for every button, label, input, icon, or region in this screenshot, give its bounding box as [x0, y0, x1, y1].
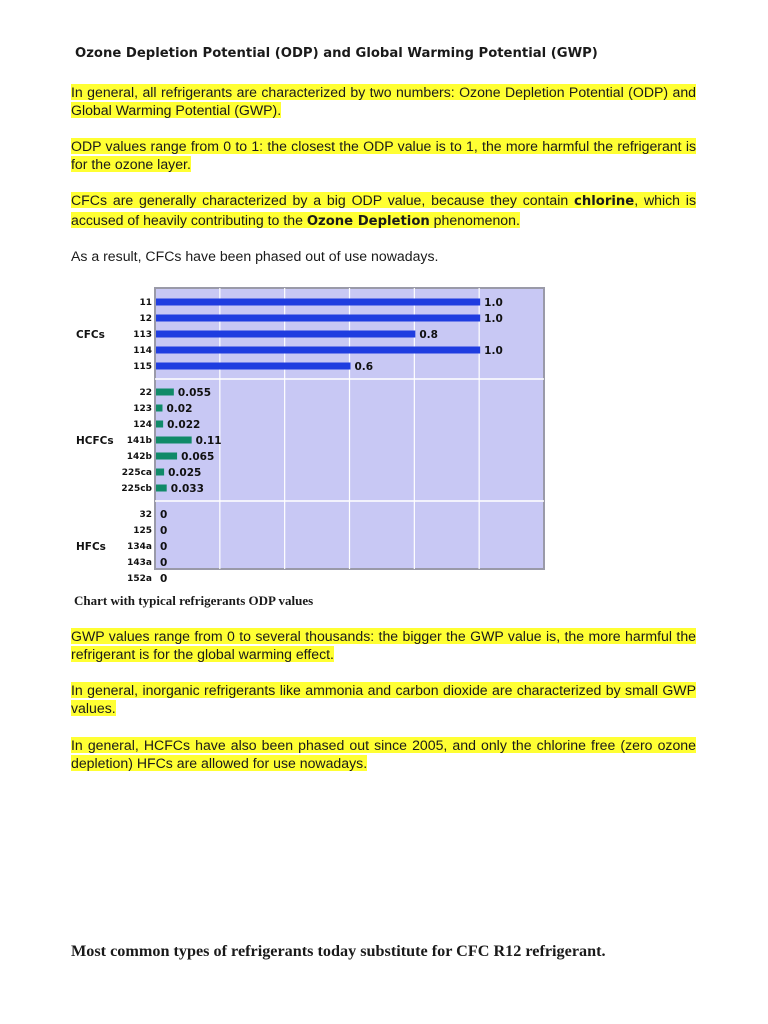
odp-bar-chart	[71, 284, 551, 585]
category-label: 11	[139, 298, 152, 308]
group-label: CFCs	[76, 329, 105, 341]
paragraph-cfc-part2: , which is accused of heavily contributing to the	[71, 192, 696, 228]
category-label: 124	[133, 420, 152, 430]
value-label: 0.8	[419, 329, 438, 341]
paragraph-intro-text: In general, all refrigerants are characterized by two numbers: Ozone Depletion Potential (ODP) and Global Warming Potential (GWP).	[71, 84, 696, 118]
bar	[156, 437, 192, 444]
paragraph-hcfc-phaseout	[71, 736, 696, 772]
bar	[156, 405, 162, 412]
value-label: 0.033	[170, 483, 204, 495]
paragraph-phased-out-text: As a result, CFCs have been phased out of use nowadays.	[71, 248, 439, 264]
value-label: 0	[160, 573, 168, 585]
value-label: 0.055	[177, 387, 212, 399]
category-label: 152a	[127, 574, 152, 584]
value-label: 1.0	[484, 297, 503, 309]
category-label: 32	[139, 510, 152, 520]
value-label: 0	[160, 557, 168, 569]
paragraph-gwp-range	[71, 627, 696, 663]
bar	[156, 469, 164, 476]
category-label: 22	[139, 388, 152, 398]
group-label: HCFCs	[76, 435, 114, 447]
ozone-depletion-term: Ozone Depletion	[306, 214, 430, 229]
value-label: 0.02	[166, 403, 193, 415]
paragraph-phased-out	[71, 247, 696, 265]
paragraph-cfc-part1: CFCs are generally characterized by a big ODP value, because they contain	[71, 192, 575, 208]
bar	[156, 453, 177, 460]
bar	[156, 485, 167, 492]
group-label: HFCs	[76, 541, 106, 553]
category-label: 141b	[126, 436, 152, 446]
bottom-heading: Most common types of refrigerants today substitute for CFC R12 refrigerant.	[71, 942, 606, 960]
paragraph-cfc-part3: phenomenon.	[429, 212, 520, 228]
bar	[156, 363, 351, 370]
paragraph-inorganic	[71, 681, 696, 717]
chlorine-term: chlorine	[574, 194, 635, 209]
bar	[156, 331, 415, 338]
category-label: 115	[133, 362, 152, 372]
category-label: 143a	[127, 558, 152, 568]
value-label: 0	[160, 525, 168, 537]
category-label: 134a	[127, 542, 152, 552]
category-label: 12	[139, 314, 152, 324]
paragraph-gwp-range-text: GWP values range from 0 to several thousands: the bigger the GWP value is, the more harmful the refrigerant is for the global warming effect.	[71, 628, 696, 662]
paragraph-odp-range-text: ODP values range from 0 to 1: the closest the ODP value is to 1, the more harmful the refrigerant is for the ozone layer.	[71, 138, 696, 172]
value-label: 0.6	[354, 361, 374, 373]
category-label: 113	[133, 330, 152, 340]
category-label: 142b	[126, 452, 152, 462]
value-label: 0	[160, 509, 168, 521]
category-label: 225ca	[121, 468, 152, 478]
bar	[156, 299, 480, 306]
page-title: Ozone Depletion Potential (ODP) and Global Warming Potential (GWP)	[75, 46, 598, 61]
value-label: 0.065	[181, 451, 215, 463]
paragraph-cfc-text	[71, 192, 696, 228]
value-label: 1.0	[484, 345, 503, 357]
paragraph-intro	[71, 83, 696, 119]
bar	[156, 315, 480, 322]
category-label: 125	[133, 526, 152, 536]
chart-caption: Chart with typical refrigerants ODP values	[74, 593, 314, 608]
bar	[156, 347, 480, 354]
category-label: 225cb	[121, 484, 152, 494]
value-label: 0	[160, 541, 168, 553]
paragraph-cfc	[71, 191, 696, 231]
category-label: 114	[133, 346, 152, 356]
bar	[156, 389, 174, 396]
bar	[156, 421, 163, 428]
paragraph-odp-range	[71, 137, 696, 173]
value-label: 0.022	[167, 419, 201, 431]
value-label: 0.025	[168, 467, 202, 479]
value-label: 1.0	[484, 313, 503, 325]
paragraph-inorganic-text: In general, inorganic refrigerants like ammonia and carbon dioxide are characterized by small GWP values.	[71, 682, 696, 716]
value-label: 0.11	[195, 435, 222, 447]
paragraph-hcfc-phaseout-text: In general, HCFCs have also been phased out since 2005, and only the chlorine free (zero ozone depletion) HFCs are allowed for use nowadays.	[71, 737, 696, 771]
category-label: 123	[133, 404, 152, 414]
